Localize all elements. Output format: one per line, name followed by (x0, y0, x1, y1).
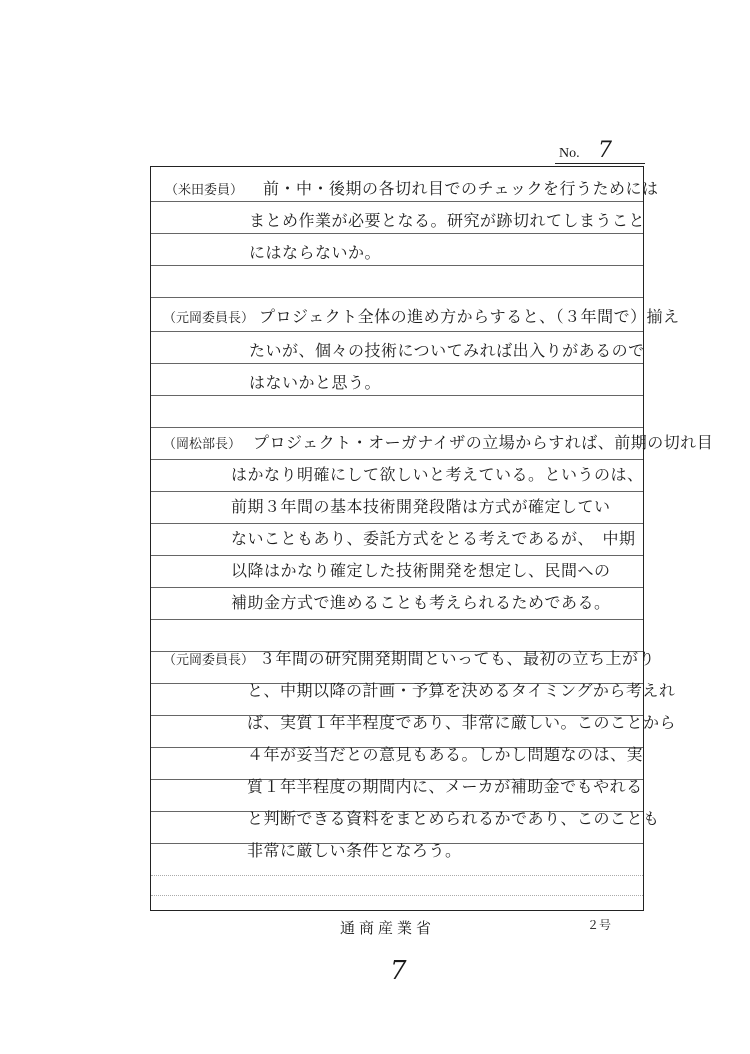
text-line: まとめ作業が必要となる。研究が跡切れてしまうこと (249, 211, 646, 230)
footer-form-number: ２号 (587, 918, 612, 932)
ruled-sheet (150, 166, 714, 911)
rule-line (151, 395, 643, 396)
bottom-page-number: 7 (390, 956, 407, 986)
rule-line (151, 363, 643, 364)
page-number-underline (555, 163, 645, 164)
speaker-label: （岡松部長） (163, 437, 242, 452)
rule-line (151, 491, 643, 492)
footer-ministry-name: 通商産業省 (340, 919, 436, 937)
text-line: ば、実質１年半程度であり、非常に厳しい。このことから (247, 713, 677, 732)
text-line: ３年間の研究開発期間といっても、最初の立ち上がり (259, 649, 656, 668)
speaker-label: （元岡委員長） (163, 311, 255, 326)
text-line: と、中期以降の計画・予算を決めるタイミングから考えれ (247, 681, 676, 700)
rule-line (151, 555, 643, 556)
rule-line (151, 265, 643, 266)
text-line: プロジェクト・オーガナイザの立場からすれば、前期の切れ目 (253, 433, 714, 452)
text-line: 補助金方式で進めることも考えられるためである。 (231, 593, 611, 612)
rule-line (151, 201, 643, 202)
text-line: ないこともあり、委託方式をとる考えであるが、 中期 (231, 529, 636, 548)
text-line: プロジェクト全体の進め方からすると、（３年間で）揃え (259, 307, 680, 326)
text-line: たいが、個々の技術についてみれば出入りがあるので (249, 341, 645, 360)
rule-line (151, 427, 643, 428)
rule-line (151, 875, 643, 876)
text-line: 非常に厳しい条件となろう。 (247, 841, 462, 860)
page-number-label: No. (559, 146, 580, 161)
text-line: はないかと思う。 (249, 373, 382, 392)
rule-line (151, 233, 643, 234)
text-line: と判断できる資料をまとめられるかであり、このことも (247, 809, 660, 828)
rule-line (151, 895, 643, 896)
rule-line (151, 297, 643, 298)
page-number-value: 7 (598, 138, 612, 163)
speaker-label: （米田委員） (165, 183, 244, 198)
text-line: 以降はかなり確定した技術開発を想定し、民間への (231, 561, 611, 580)
text-line: にはならないか。 (249, 243, 382, 262)
text-line: 前期３年間の基本技術開発段階は方式が確定してい (231, 497, 611, 516)
rule-line (151, 619, 643, 620)
text-line: ４年が妥当だとの意見もある。しかし問題なのは、実 (247, 745, 644, 764)
text-line: はかなり明確にして欲しいと考えている。というのは、 (231, 465, 644, 484)
rule-line (151, 523, 643, 524)
rule-line (151, 587, 643, 588)
rule-line (151, 331, 643, 332)
text-line: 質１年半程度の期間内に、メーカが補助金でもやれる (247, 777, 643, 796)
speaker-label: （元岡委員長） (163, 653, 255, 668)
text-line: 前・中・後期の各切れ目でのチェックを行うためには (263, 179, 659, 198)
rule-line (151, 459, 643, 460)
